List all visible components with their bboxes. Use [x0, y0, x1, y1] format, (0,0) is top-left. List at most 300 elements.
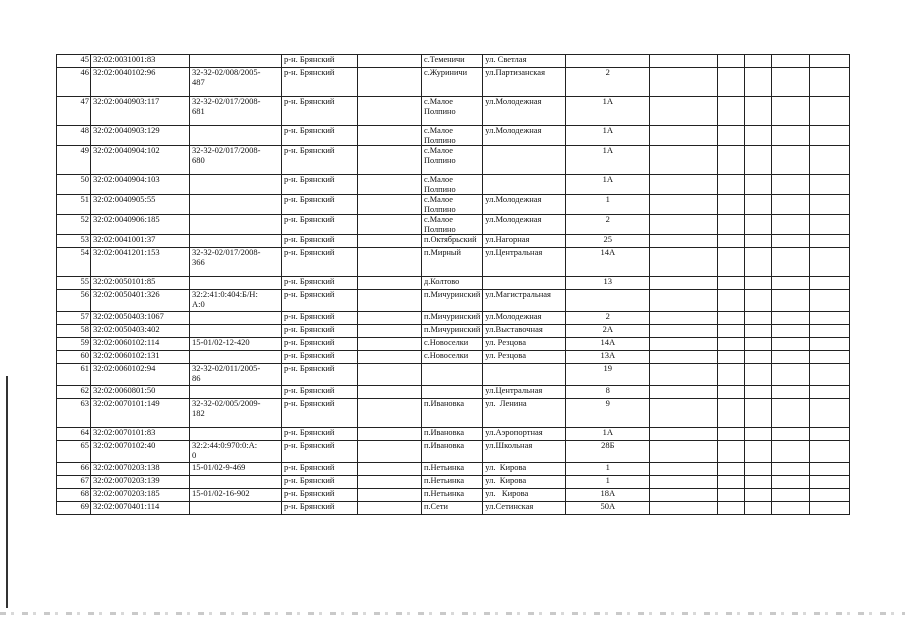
- street-cell: ул. Ленина: [483, 399, 566, 428]
- empty-cell-cell: [745, 175, 772, 195]
- empty-cell-cell: [772, 441, 810, 463]
- house-number-cell: 2: [566, 312, 650, 325]
- table-row: [57, 146, 850, 175]
- locality-cell: п.Сети: [422, 502, 483, 515]
- locality-cell: с.Малое Полпино: [422, 126, 483, 146]
- empty-cell-cell: [650, 364, 718, 386]
- empty-cell-cell: [745, 235, 772, 248]
- empty-cell-cell: [745, 441, 772, 463]
- registration-number-cell: 32-32-02/017/2008- 681: [190, 97, 282, 126]
- house-number-cell: 13А: [566, 351, 650, 364]
- house-number-cell: 1А: [566, 97, 650, 126]
- cadastral-number-cell: 32:02:0060102:131: [91, 351, 190, 364]
- empty-cell-cell: [772, 277, 810, 290]
- street-cell: ул. Кирова: [483, 463, 566, 476]
- cadastral-number-cell: 32:02:0050401:326: [91, 290, 190, 312]
- empty-cell-cell: [650, 399, 718, 428]
- street-cell: ул. Резцова: [483, 338, 566, 351]
- empty-cell-cell: [650, 338, 718, 351]
- empty-cell-cell: [810, 68, 850, 97]
- registration-number-cell: [190, 55, 282, 68]
- empty-cell-cell: [358, 126, 422, 146]
- empty-cell-cell: [650, 97, 718, 126]
- district-cell: р-н. Брянский: [282, 195, 358, 215]
- empty-cell-cell: [358, 248, 422, 277]
- table-row: [57, 399, 850, 428]
- empty-cell-cell: [772, 489, 810, 502]
- district-cell: р-н. Брянский: [282, 312, 358, 325]
- street-cell: ул.Партизанская: [483, 68, 566, 97]
- empty-cell-cell: [718, 55, 745, 68]
- house-number-cell: 1: [566, 463, 650, 476]
- empty-cell-cell: [650, 351, 718, 364]
- street-cell: ул.Сетинская: [483, 502, 566, 515]
- scan-bottom-noise: [0, 612, 905, 615]
- house-number-cell: 14А: [566, 338, 650, 351]
- empty-cell-cell: [810, 502, 850, 515]
- district-cell: р-н. Брянский: [282, 277, 358, 290]
- empty-cell-cell: [745, 476, 772, 489]
- registration-number-cell: 32:2:41:0:404:Б/Н: А:0: [190, 290, 282, 312]
- empty-cell-cell: [718, 386, 745, 399]
- empty-cell-cell: [650, 215, 718, 235]
- empty-cell-cell: [718, 248, 745, 277]
- row-number-cell: 63: [57, 399, 91, 428]
- empty-cell-cell: [772, 126, 810, 146]
- empty-cell-cell: [358, 364, 422, 386]
- locality-cell: [422, 364, 483, 386]
- locality-cell: п.Мичуринский: [422, 312, 483, 325]
- empty-cell-cell: [650, 502, 718, 515]
- empty-cell-cell: [358, 215, 422, 235]
- table-row: [57, 290, 850, 312]
- empty-cell-cell: [772, 175, 810, 195]
- empty-cell-cell: [745, 502, 772, 515]
- empty-cell-cell: [650, 312, 718, 325]
- empty-cell-cell: [772, 55, 810, 68]
- empty-cell-cell: [358, 312, 422, 325]
- empty-cell-cell: [810, 277, 850, 290]
- district-cell: р-н. Брянский: [282, 463, 358, 476]
- house-number-cell: 1: [566, 476, 650, 489]
- empty-cell-cell: [772, 386, 810, 399]
- empty-cell-cell: [718, 312, 745, 325]
- empty-cell-cell: [650, 55, 718, 68]
- district-cell: р-н. Брянский: [282, 325, 358, 338]
- locality-cell: с.Журиничи: [422, 68, 483, 97]
- locality-cell: с.Новоселки: [422, 351, 483, 364]
- empty-cell-cell: [718, 277, 745, 290]
- property-register-table: [56, 54, 850, 515]
- empty-cell-cell: [358, 502, 422, 515]
- registration-number-cell: 32:2:44:0:970:0:А: 0: [190, 441, 282, 463]
- empty-cell-cell: [718, 502, 745, 515]
- locality-cell: с.Малое Полпино: [422, 97, 483, 126]
- cadastral-number-cell: 32:02:0040904:103: [91, 175, 190, 195]
- empty-cell-cell: [650, 235, 718, 248]
- empty-cell-cell: [810, 55, 850, 68]
- cadastral-number-cell: 32:02:0070401:114: [91, 502, 190, 515]
- house-number-cell: 2А: [566, 325, 650, 338]
- empty-cell-cell: [358, 338, 422, 351]
- empty-cell-cell: [650, 441, 718, 463]
- row-number-cell: 46: [57, 68, 91, 97]
- table-row: [57, 502, 850, 515]
- table-row: [57, 277, 850, 290]
- street-cell: ул. Кирова: [483, 476, 566, 489]
- empty-cell-cell: [718, 325, 745, 338]
- street-cell: ул.Молодежная: [483, 126, 566, 146]
- table-row: [57, 441, 850, 463]
- row-number-cell: 48: [57, 126, 91, 146]
- cadastral-number-cell: 32:02:0040903:129: [91, 126, 190, 146]
- table-row: [57, 428, 850, 441]
- district-cell: р-н. Брянский: [282, 338, 358, 351]
- locality-cell: д.Колтово: [422, 277, 483, 290]
- empty-cell-cell: [745, 428, 772, 441]
- empty-cell-cell: [810, 351, 850, 364]
- empty-cell-cell: [745, 489, 772, 502]
- district-cell: р-н. Брянский: [282, 248, 358, 277]
- locality-cell: п.Нетьинка: [422, 476, 483, 489]
- empty-cell-cell: [772, 290, 810, 312]
- empty-cell-cell: [718, 126, 745, 146]
- empty-cell-cell: [772, 325, 810, 338]
- empty-cell-cell: [745, 463, 772, 476]
- cadastral-number-cell: 32:02:0040903:117: [91, 97, 190, 126]
- street-cell: [483, 175, 566, 195]
- house-number-cell: 50А: [566, 502, 650, 515]
- house-number-cell: 14А: [566, 248, 650, 277]
- empty-cell-cell: [358, 175, 422, 195]
- cadastral-number-cell: 32:02:0041001:37: [91, 235, 190, 248]
- empty-cell-cell: [358, 68, 422, 97]
- table-row: [57, 175, 850, 195]
- registration-number-cell: 32-32-02/005/2009- 182: [190, 399, 282, 428]
- row-number-cell: 59: [57, 338, 91, 351]
- row-number-cell: 51: [57, 195, 91, 215]
- empty-cell-cell: [358, 489, 422, 502]
- locality-cell: п.Мичуринский: [422, 290, 483, 312]
- row-number-cell: 55: [57, 277, 91, 290]
- cadastral-number-cell: 32:02:0070203:185: [91, 489, 190, 502]
- empty-cell-cell: [772, 364, 810, 386]
- empty-cell-cell: [718, 428, 745, 441]
- registration-number-cell: [190, 235, 282, 248]
- district-cell: р-н. Брянский: [282, 364, 358, 386]
- empty-cell-cell: [772, 338, 810, 351]
- registration-number-cell: [190, 312, 282, 325]
- empty-cell-cell: [810, 235, 850, 248]
- empty-cell-cell: [718, 146, 745, 175]
- empty-cell-cell: [718, 463, 745, 476]
- empty-cell-cell: [745, 248, 772, 277]
- table-row: [57, 126, 850, 146]
- empty-cell-cell: [810, 386, 850, 399]
- row-number-cell: 52: [57, 215, 91, 235]
- empty-cell-cell: [718, 338, 745, 351]
- street-cell: [483, 277, 566, 290]
- street-cell: ул.Нагорная: [483, 235, 566, 248]
- empty-cell-cell: [358, 463, 422, 476]
- locality-cell: с.Новоселки: [422, 338, 483, 351]
- district-cell: р-н. Брянский: [282, 175, 358, 195]
- empty-cell-cell: [358, 325, 422, 338]
- empty-cell-cell: [745, 195, 772, 215]
- empty-cell-cell: [745, 338, 772, 351]
- empty-cell-cell: [358, 428, 422, 441]
- street-cell: ул.Молодежная: [483, 195, 566, 215]
- cadastral-number-cell: 32:02:0031001:83: [91, 55, 190, 68]
- cadastral-number-cell: 32:02:0070101:149: [91, 399, 190, 428]
- row-number-cell: 45: [57, 55, 91, 68]
- empty-cell-cell: [718, 364, 745, 386]
- district-cell: р-н. Брянский: [282, 351, 358, 364]
- table-row: [57, 55, 850, 68]
- locality-cell: с.Теменичи: [422, 55, 483, 68]
- cadastral-number-cell: 32:02:0040904:102: [91, 146, 190, 175]
- empty-cell-cell: [745, 325, 772, 338]
- cadastral-number-cell: 32:02:0041201:153: [91, 248, 190, 277]
- empty-cell-cell: [772, 463, 810, 476]
- house-number-cell: 8: [566, 386, 650, 399]
- registration-number-cell: [190, 351, 282, 364]
- empty-cell-cell: [650, 277, 718, 290]
- house-number-cell: 1А: [566, 428, 650, 441]
- street-cell: ул.Центральная: [483, 248, 566, 277]
- district-cell: р-н. Брянский: [282, 55, 358, 68]
- empty-cell-cell: [718, 489, 745, 502]
- empty-cell-cell: [810, 175, 850, 195]
- empty-cell-cell: [810, 215, 850, 235]
- empty-cell-cell: [745, 215, 772, 235]
- empty-cell-cell: [745, 399, 772, 428]
- house-number-cell: 2: [566, 215, 650, 235]
- row-number-cell: 49: [57, 146, 91, 175]
- district-cell: р-н. Брянский: [282, 428, 358, 441]
- table-row: [57, 476, 850, 489]
- row-number-cell: 53: [57, 235, 91, 248]
- row-number-cell: 61: [57, 364, 91, 386]
- district-cell: р-н. Брянский: [282, 290, 358, 312]
- house-number-cell: [566, 290, 650, 312]
- empty-cell-cell: [745, 364, 772, 386]
- empty-cell-cell: [650, 146, 718, 175]
- empty-cell-cell: [358, 55, 422, 68]
- district-cell: р-н. Брянский: [282, 502, 358, 515]
- street-cell: ул.Выставочная: [483, 325, 566, 338]
- empty-cell-cell: [358, 441, 422, 463]
- locality-cell: с.Малое Полпино: [422, 215, 483, 235]
- cadastral-number-cell: 32:02:0050101:85: [91, 277, 190, 290]
- empty-cell-cell: [810, 399, 850, 428]
- empty-cell-cell: [650, 248, 718, 277]
- empty-cell-cell: [772, 476, 810, 489]
- locality-cell: с.Малое Полпино: [422, 146, 483, 175]
- street-cell: [483, 364, 566, 386]
- empty-cell-cell: [358, 97, 422, 126]
- row-number-cell: 69: [57, 502, 91, 515]
- empty-cell-cell: [650, 428, 718, 441]
- house-number-cell: 2: [566, 68, 650, 97]
- table-row: [57, 489, 850, 502]
- locality-cell: п.Мирный: [422, 248, 483, 277]
- locality-cell: п.Ивановка: [422, 428, 483, 441]
- empty-cell-cell: [358, 351, 422, 364]
- house-number-cell: 1А: [566, 126, 650, 146]
- row-number-cell: 57: [57, 312, 91, 325]
- empty-cell-cell: [810, 146, 850, 175]
- registration-number-cell: 15-01/02-16-902: [190, 489, 282, 502]
- locality-cell: п.Нетьинка: [422, 489, 483, 502]
- table-row: [57, 97, 850, 126]
- row-number-cell: 62: [57, 386, 91, 399]
- empty-cell-cell: [810, 195, 850, 215]
- table-row: [57, 463, 850, 476]
- street-cell: ул. Резцова: [483, 351, 566, 364]
- cadastral-number-cell: 32:02:0060801:50: [91, 386, 190, 399]
- empty-cell-cell: [718, 68, 745, 97]
- table-row: [57, 235, 850, 248]
- empty-cell-cell: [772, 215, 810, 235]
- district-cell: р-н. Брянский: [282, 68, 358, 97]
- empty-cell-cell: [772, 97, 810, 126]
- street-cell: ул.Школьная: [483, 441, 566, 463]
- cadastral-number-cell: 32:02:0060102:94: [91, 364, 190, 386]
- table-row: [57, 248, 850, 277]
- registration-number-cell: [190, 195, 282, 215]
- empty-cell-cell: [810, 325, 850, 338]
- table-row: [57, 312, 850, 325]
- empty-cell-cell: [745, 386, 772, 399]
- registration-number-cell: [190, 126, 282, 146]
- empty-cell-cell: [810, 126, 850, 146]
- district-cell: р-н. Брянский: [282, 441, 358, 463]
- row-number-cell: 60: [57, 351, 91, 364]
- empty-cell-cell: [358, 277, 422, 290]
- row-number-cell: 64: [57, 428, 91, 441]
- empty-cell-cell: [650, 290, 718, 312]
- locality-cell: п.Мичуринский: [422, 325, 483, 338]
- empty-cell-cell: [358, 290, 422, 312]
- registration-number-cell: 15-01/02-12-420: [190, 338, 282, 351]
- row-number-cell: 58: [57, 325, 91, 338]
- empty-cell-cell: [358, 146, 422, 175]
- locality-cell: [422, 386, 483, 399]
- table-row: [57, 68, 850, 97]
- empty-cell-cell: [745, 68, 772, 97]
- cadastral-number-cell: 32:02:0070203:138: [91, 463, 190, 476]
- empty-cell-cell: [810, 428, 850, 441]
- empty-cell-cell: [358, 195, 422, 215]
- row-number-cell: 65: [57, 441, 91, 463]
- empty-cell-cell: [810, 97, 850, 126]
- empty-cell-cell: [772, 502, 810, 515]
- empty-cell-cell: [745, 97, 772, 126]
- empty-cell-cell: [650, 386, 718, 399]
- locality-cell: с.Малое Полпино: [422, 195, 483, 215]
- district-cell: р-н. Брянский: [282, 235, 358, 248]
- row-number-cell: 66: [57, 463, 91, 476]
- house-number-cell: [566, 55, 650, 68]
- row-number-cell: 50: [57, 175, 91, 195]
- empty-cell-cell: [810, 338, 850, 351]
- district-cell: р-н. Брянский: [282, 146, 358, 175]
- registration-number-cell: [190, 502, 282, 515]
- row-number-cell: 47: [57, 97, 91, 126]
- registration-number-cell: 15-01/02-9-469: [190, 463, 282, 476]
- street-cell: ул.Молодежная: [483, 215, 566, 235]
- district-cell: р-н. Брянский: [282, 386, 358, 399]
- table-row: [57, 215, 850, 235]
- cadastral-number-cell: 32:02:0050403:1067: [91, 312, 190, 325]
- empty-cell-cell: [650, 175, 718, 195]
- row-number-cell: 56: [57, 290, 91, 312]
- registration-number-cell: [190, 325, 282, 338]
- empty-cell-cell: [358, 386, 422, 399]
- empty-cell-cell: [772, 195, 810, 215]
- cadastral-number-cell: 32:02:0060102:114: [91, 338, 190, 351]
- district-cell: р-н. Брянский: [282, 489, 358, 502]
- district-cell: р-н. Брянский: [282, 476, 358, 489]
- empty-cell-cell: [718, 97, 745, 126]
- empty-cell-cell: [810, 290, 850, 312]
- empty-cell-cell: [650, 476, 718, 489]
- empty-cell-cell: [772, 68, 810, 97]
- street-cell: [483, 146, 566, 175]
- cadastral-number-cell: 32:02:0050403:402: [91, 325, 190, 338]
- empty-cell-cell: [745, 277, 772, 290]
- empty-cell-cell: [718, 235, 745, 248]
- district-cell: р-н. Брянский: [282, 126, 358, 146]
- empty-cell-cell: [718, 290, 745, 312]
- house-number-cell: 28Б: [566, 441, 650, 463]
- street-cell: ул. Светлая: [483, 55, 566, 68]
- registration-number-cell: [190, 428, 282, 441]
- registration-number-cell: [190, 175, 282, 195]
- empty-cell-cell: [810, 364, 850, 386]
- empty-cell-cell: [772, 351, 810, 364]
- empty-cell-cell: [772, 399, 810, 428]
- empty-cell-cell: [810, 312, 850, 325]
- locality-cell: с.Малое Полпино: [422, 175, 483, 195]
- registration-number-cell: [190, 277, 282, 290]
- locality-cell: п.Ивановка: [422, 399, 483, 428]
- registration-number-cell: 32-32-02/017/2008- 680: [190, 146, 282, 175]
- empty-cell-cell: [810, 463, 850, 476]
- registration-number-cell: [190, 476, 282, 489]
- table-row: [57, 386, 850, 399]
- empty-cell-cell: [772, 312, 810, 325]
- empty-cell-cell: [772, 428, 810, 441]
- house-number-cell: 19: [566, 364, 650, 386]
- street-cell: ул.Молодежная: [483, 97, 566, 126]
- registration-number-cell: 32-32-02/008/2005- 487: [190, 68, 282, 97]
- street-cell: ул.Магистральная: [483, 290, 566, 312]
- house-number-cell: 9: [566, 399, 650, 428]
- empty-cell-cell: [358, 476, 422, 489]
- cadastral-number-cell: 32:02:0040905:55: [91, 195, 190, 215]
- district-cell: р-н. Брянский: [282, 215, 358, 235]
- street-cell: ул. Кирова: [483, 489, 566, 502]
- empty-cell-cell: [718, 351, 745, 364]
- empty-cell-cell: [745, 146, 772, 175]
- registration-number-cell: 32-32-02/017/2008- 366: [190, 248, 282, 277]
- table-row: [57, 195, 850, 215]
- empty-cell-cell: [358, 235, 422, 248]
- locality-cell: п.Ивановка: [422, 441, 483, 463]
- row-number-cell: 67: [57, 476, 91, 489]
